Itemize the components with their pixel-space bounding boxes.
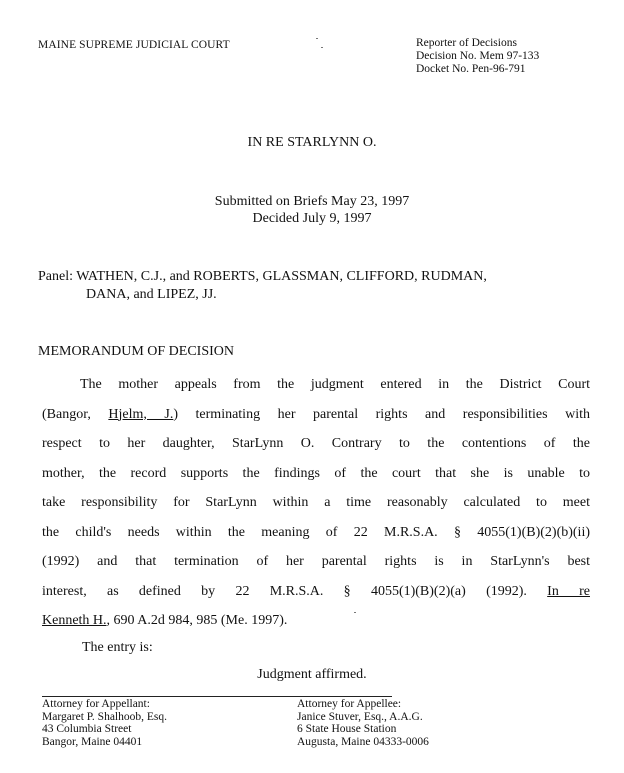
court-name: MAINE SUPREME JUDICIAL COURT	[38, 39, 230, 51]
case-dates	[0, 193, 624, 227]
body-line-1: The mother appeals from the judgment entered in the District Court	[80, 377, 590, 392]
appellant-name: Margaret P. Shalhoob, Esq.	[42, 710, 168, 723]
body-line-5: take responsibility for StarLynn within a time reasonably calculated to meet	[42, 495, 590, 510]
case-title: IN RE STARLYNN O.	[247, 135, 377, 150]
decision-paragraph	[42, 370, 590, 636]
submitted-date: Submitted on Briefs May 23, 1997	[214, 194, 410, 209]
signature-divider	[42, 696, 392, 697]
scan-speck	[354, 612, 356, 613]
body-text: ) terminating her parental rights and responsibilities with	[173, 406, 590, 422]
body-line-3: respect to her daughter, StarLynn O. Contrary to the contentions of the	[42, 436, 590, 451]
scan-speck	[316, 38, 318, 39]
panel-line-2: DANA, and LIPEZ, JJ.	[86, 287, 217, 302]
appellant-city: Bangor, Maine 04401	[42, 735, 143, 748]
panel-block	[38, 268, 487, 304]
appellant-heading: Attorney for Appellant:	[42, 698, 150, 710]
reporter-block	[416, 37, 539, 76]
judge-name: Hjelm, J.	[108, 406, 174, 422]
body-line-6: the child's needs within the meaning of 22 M.R.S.A. § 4055(1)(B)(2)(b)(ii)	[42, 524, 590, 540]
appellee-city: Augusta, Maine 04333-0006	[297, 735, 429, 748]
body-line-8	[42, 577, 590, 607]
appellee-street: 6 State House Station	[297, 723, 397, 735]
docket-number: Docket No. Pen-96-791	[416, 63, 526, 75]
reporter-line: Reporter of Decisions	[416, 37, 517, 49]
appellant-attorney-block	[42, 698, 167, 748]
body-text: , 690 A.2d 984, 985 (Me. 1997).	[106, 613, 288, 628]
body-line-7: (1992) and that termination of her parental rights is in StarLynn's best	[42, 554, 590, 569]
appellant-street: 43 Columbia Street	[42, 723, 132, 735]
appellee-heading: Attorney for Appellee:	[297, 698, 402, 710]
citation-case-name: Kenneth H.	[42, 613, 107, 628]
decision-body	[42, 370, 590, 636]
decision-number: Decision No. Mem 97-133	[416, 50, 540, 62]
appellee-attorney-block	[297, 698, 429, 748]
citation-in-re: In re	[547, 583, 590, 599]
body-line-4: mother, the record supports the findings of the court that she is unable to	[42, 465, 590, 481]
body-text: interest, as defined by 22 M.R.S.A. § 4055(1)(B)(2)(a) (1992).	[42, 583, 548, 599]
memo-heading: MEMORANDUM OF DECISION	[38, 344, 235, 359]
entry-label: The entry is:	[82, 640, 153, 655]
body-line-9	[42, 606, 590, 636]
judgment-text: Judgment affirmed.	[257, 667, 367, 682]
panel-line-1: Panel: WATHEN, C.J., and ROBERTS, GLASSMAN, CLIFFORD, RUDMAN,	[38, 269, 487, 284]
body-line-2	[42, 400, 590, 430]
body-text: (Bangor,	[42, 406, 109, 422]
scan-speck	[321, 47, 323, 48]
decided-date: Decided July 9, 1997	[252, 211, 372, 226]
appellee-name: Janice Stuver, Esq., A.A.G.	[297, 710, 423, 723]
